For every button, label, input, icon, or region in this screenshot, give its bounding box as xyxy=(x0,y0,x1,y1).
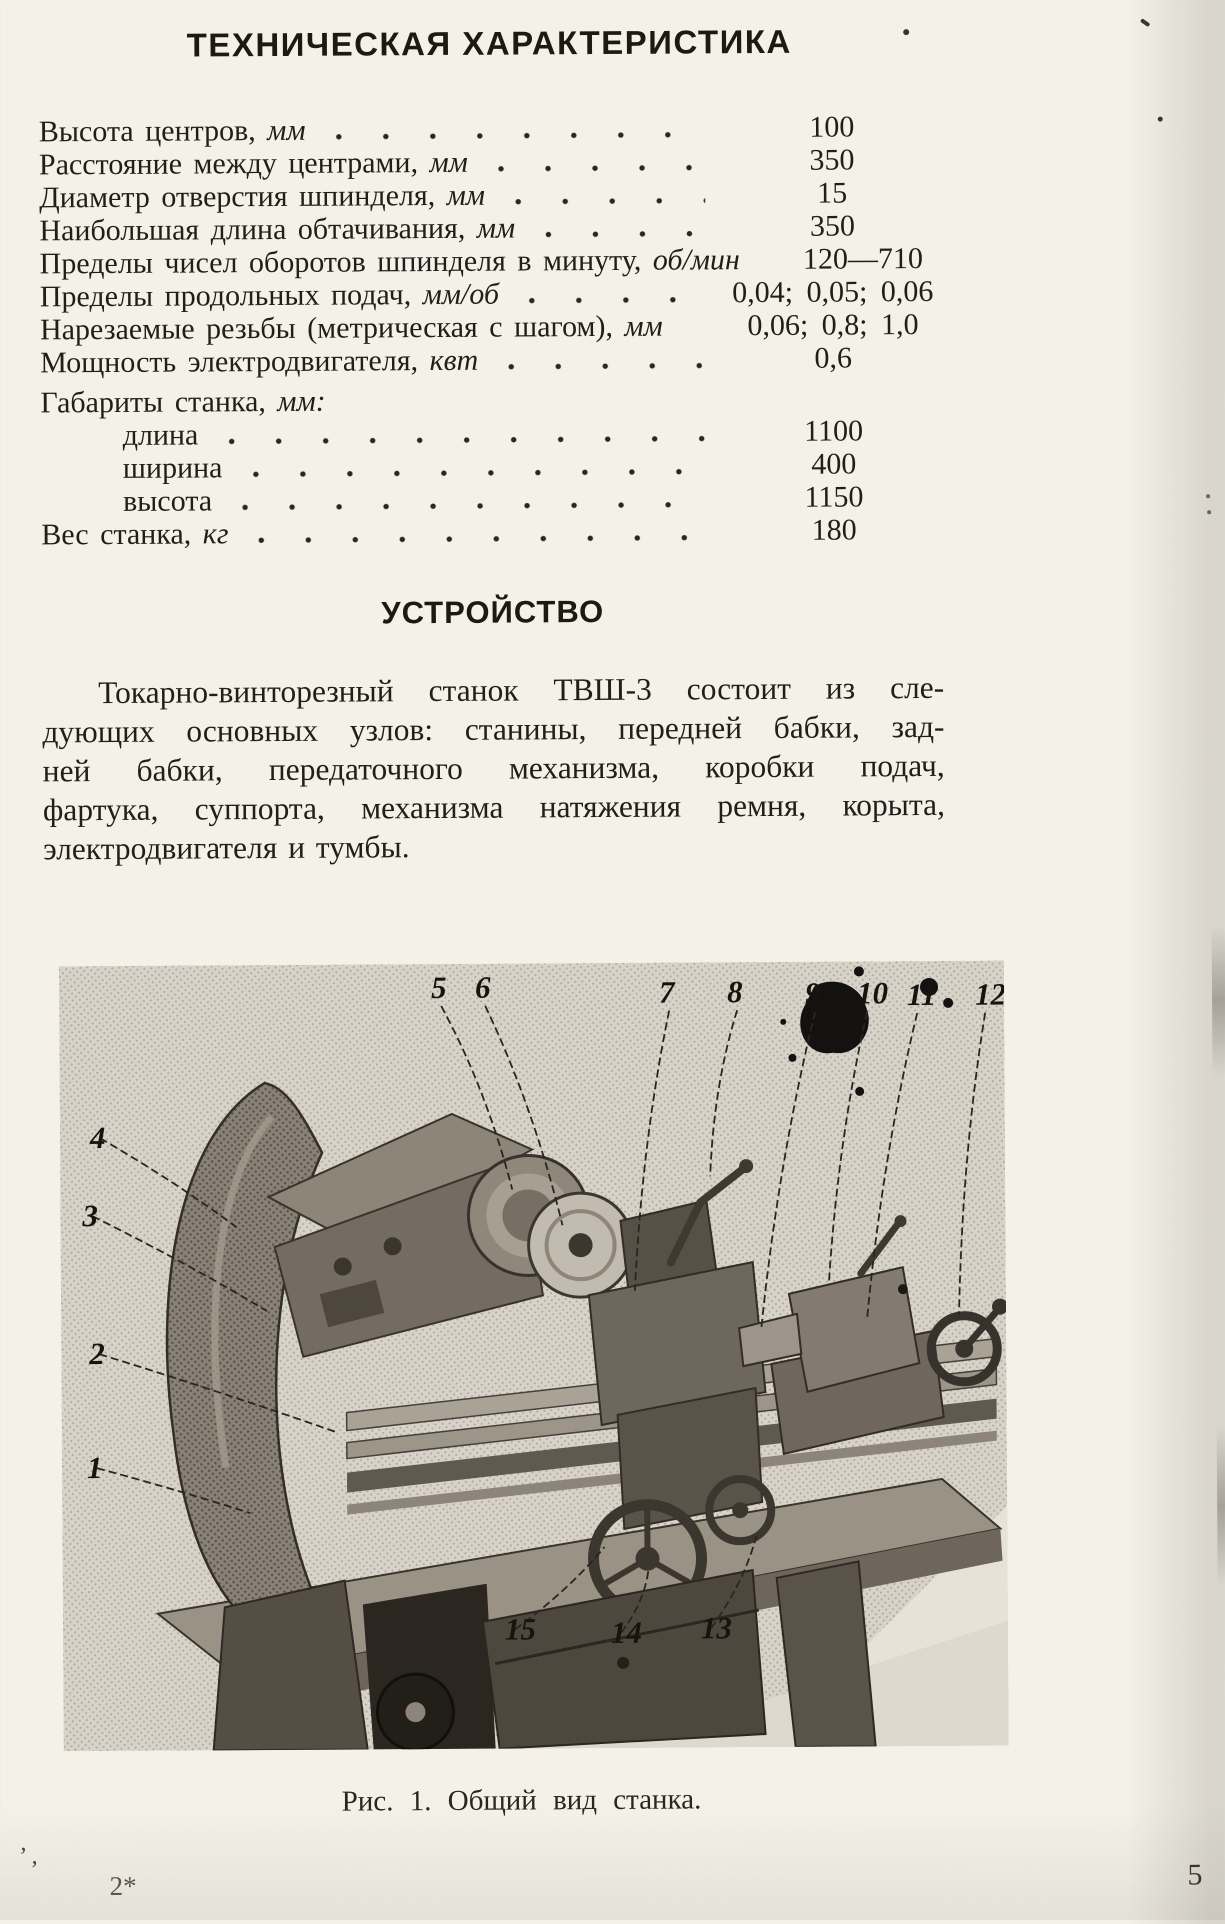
callout-number-1: 1 xyxy=(87,1450,103,1485)
dot-leader xyxy=(248,468,706,478)
spec-label: ширина xyxy=(41,451,223,485)
paragraph-line: ней бабки, передаточного механизма, коробки подач, xyxy=(43,746,945,791)
dot-leader xyxy=(224,435,706,445)
page-edge-shadow xyxy=(1217,1426,1225,1586)
callout-number-4: 4 xyxy=(89,1120,106,1155)
spec-label: длина xyxy=(41,418,199,452)
signature-mark: 2* xyxy=(109,1871,136,1902)
figure-photo xyxy=(59,961,1009,1752)
spec-value xyxy=(724,407,942,408)
spec-row xyxy=(39,209,941,248)
callout-number-5: 5 xyxy=(431,970,447,1005)
callout-number-13: 13 xyxy=(701,1610,732,1645)
spec-row xyxy=(40,381,942,420)
callout-number-12: 12 xyxy=(975,977,1006,1012)
spec-value: 0,06; 0,8; 1,0 xyxy=(724,308,942,342)
callout-number-3: 3 xyxy=(81,1198,98,1233)
spec-row xyxy=(40,341,942,380)
spacer xyxy=(326,408,725,410)
spec-table xyxy=(39,110,944,552)
lathe-photo xyxy=(59,961,1009,1752)
callout-number-6: 6 xyxy=(475,970,491,1005)
spec-row xyxy=(40,242,942,281)
spec-value: 120—710 xyxy=(754,242,972,276)
dot-leader xyxy=(504,362,706,370)
dot-leader xyxy=(525,296,706,304)
spec-value: 0,6 xyxy=(724,341,942,375)
scan-speck xyxy=(903,29,909,35)
scan-mark: ’ , xyxy=(19,1843,37,1870)
spec-label: высота xyxy=(41,484,212,518)
spec-value: 400 xyxy=(725,447,943,481)
scan-speck xyxy=(1158,117,1163,122)
spec-value: 1150 xyxy=(725,480,943,514)
dot-leader xyxy=(541,230,705,238)
callout-number-8: 8 xyxy=(727,974,743,1009)
spec-row xyxy=(39,176,941,215)
spec-row xyxy=(41,414,943,453)
spec-label: Мощность электродвигателя, квт xyxy=(40,344,478,380)
spec-row xyxy=(41,447,943,486)
dot-leader xyxy=(332,131,705,140)
paragraph-line: электродвигателя и тумбы. xyxy=(43,824,945,869)
spec-value: 100 xyxy=(723,110,941,144)
spec-value: 15 xyxy=(723,176,941,210)
page-edge-shadow xyxy=(1212,926,1225,1076)
spec-label: Расстояние между центрами, мм xyxy=(39,146,468,182)
callout-number-11: 11 xyxy=(907,977,937,1012)
spec-row xyxy=(40,275,942,314)
page-number: 5 xyxy=(1187,1858,1202,1892)
callout-number-9: 9 xyxy=(805,976,821,1011)
callout-number-10: 10 xyxy=(857,975,888,1010)
pedestal xyxy=(213,1580,368,1750)
callout-number-14: 14 xyxy=(611,1615,642,1650)
spec-label: Высота центров, мм xyxy=(39,114,306,149)
spec-row xyxy=(39,143,941,182)
dot-leader xyxy=(494,164,705,172)
spec-value: 0,04; 0,05; 0,06 xyxy=(724,275,942,309)
section-heading: УСТРОЙСТВО xyxy=(42,592,944,634)
page-title: ТЕХНИЧЕСКАЯ ХАРАКТЕРИСТИКА xyxy=(38,22,940,66)
paragraph-line: дующих основных узлов: станины, передней бабки, зад- xyxy=(42,707,944,752)
spec-value: 350 xyxy=(723,143,941,177)
callout-number-15: 15 xyxy=(505,1611,536,1646)
spec-label: Вес станка, кг xyxy=(41,517,228,551)
scan-speck xyxy=(1207,510,1211,514)
spec-value: 1100 xyxy=(725,414,943,448)
dot-leader xyxy=(238,501,707,511)
scan-speck xyxy=(1206,494,1210,498)
spec-label: Пределы чисел оборотов шпинделя в минуту, об/мин xyxy=(40,243,740,280)
callout-number-2: 2 xyxy=(88,1336,105,1371)
paragraph-line: фартука, суппорта, механизма натяжения ремня, корыта, xyxy=(43,785,945,830)
spec-row xyxy=(41,480,943,519)
spec-label: Габариты станка, мм: xyxy=(40,385,325,420)
spec-row xyxy=(41,513,943,552)
spec-label: Пределы продольных подач, мм/об xyxy=(40,278,499,314)
spec-value: 180 xyxy=(725,513,943,547)
callout-number-7: 7 xyxy=(659,975,676,1010)
spec-label: Диаметр отверстия шпинделя, мм xyxy=(39,179,485,215)
spec-label: Нарезаемые резьбы (метрическая с шагом), мм xyxy=(40,310,663,347)
spec-value: 350 xyxy=(723,209,941,243)
spec-label: Наибольшая длина обтачивания, мм xyxy=(39,212,515,248)
paragraph-line: Токарно-винторезный станок ТВШ-3 состоит из сле- xyxy=(42,668,944,713)
scan-speck xyxy=(1140,18,1151,27)
spec-row xyxy=(39,110,941,149)
body-paragraph xyxy=(42,668,945,869)
dot-leader xyxy=(511,197,705,205)
dot-leader xyxy=(255,534,708,544)
spec-row xyxy=(40,308,942,347)
figure-caption: Рис. 1. Общий вид станка. xyxy=(49,1782,994,1821)
